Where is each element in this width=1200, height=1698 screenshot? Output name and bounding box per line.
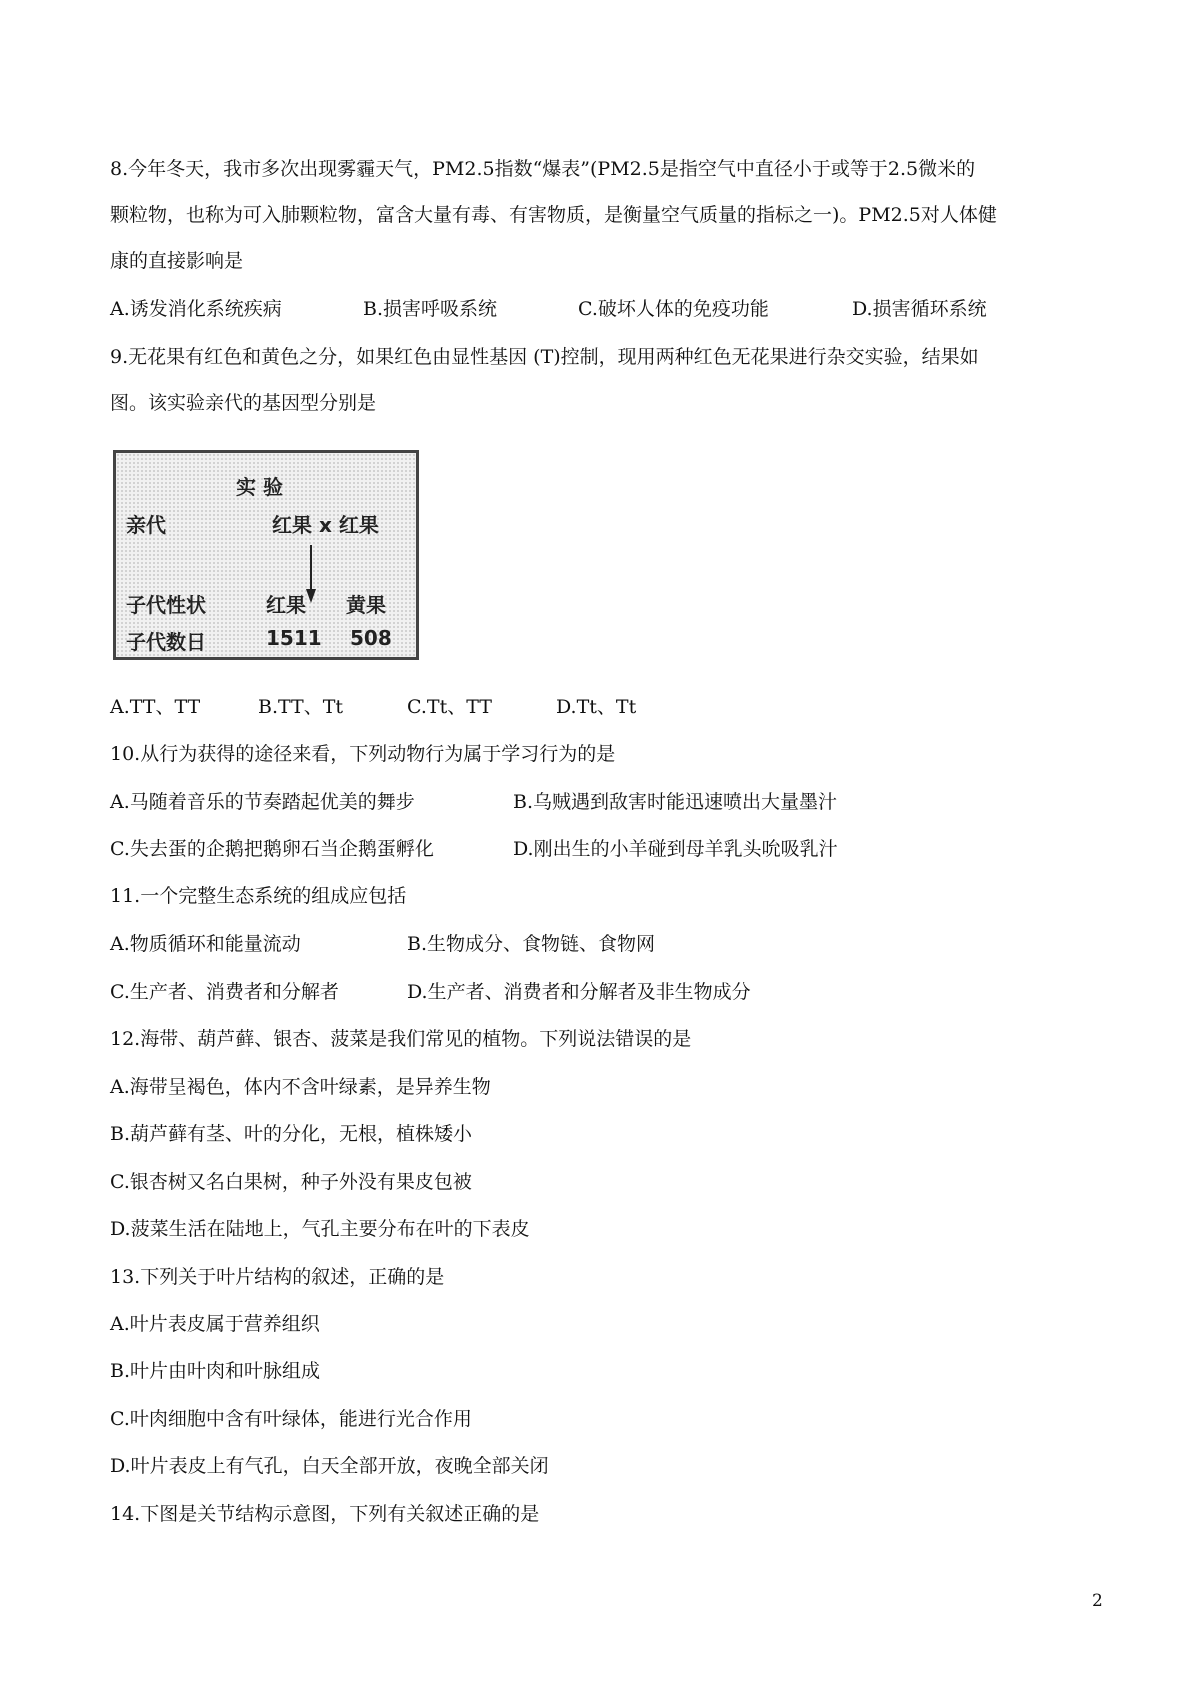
figure-count-yellow: 508 — [350, 626, 392, 650]
q11-option-d: D.生产者、消费者和分解者及非生物成分 — [407, 981, 751, 1003]
q11-option-c: C.生产者、消费者和分解者 — [110, 981, 339, 1003]
q10-stem: 10.从行为获得的途径来看，下列动物行为属于学习行为的是 — [110, 743, 616, 765]
q9-stem-line-1: 9.无花果有红色和黄色之分，如果红色由显性基因 (T)控制，现用两种红色无花果进行杂交实验，结果如 — [110, 346, 979, 368]
q8-stem-line-3: 康的直接影响是 — [110, 250, 244, 272]
q8-option-c: C.破坏人体的免疫功能 — [578, 298, 769, 320]
figure-title: 实 验 — [236, 475, 283, 499]
q9-option-a: A.TT、TT — [110, 696, 201, 718]
q12-option-a: A.海带呈褐色，体内不含叶绿素，是异养生物 — [110, 1076, 491, 1098]
figure-trait-red: 红果 — [266, 593, 306, 617]
q13-option-c: C.叶肉细胞中含有叶绿体，能进行光合作用 — [110, 1408, 472, 1430]
down-arrow-icon — [304, 543, 318, 605]
q9-option-b: B.TT、Tt — [258, 696, 344, 718]
q12-option-c: C.银杏树又名白果树，种子外没有果皮包被 — [110, 1171, 472, 1193]
q9-stem-line-2: 图。该实验亲代的基因型分别是 — [110, 392, 377, 414]
q10-option-a: A.马随着音乐的节奏踏起优美的舞步 — [110, 791, 415, 813]
q14-stem: 14.下图是关节结构示意图，下列有关叙述正确的是 — [110, 1503, 540, 1525]
q13-option-b: B.叶片由叶肉和叶脉组成 — [110, 1360, 321, 1382]
figure-count-red: 1511 — [266, 626, 322, 650]
q8-stem-line-2: 颗粒物，也称为可入肺颗粒物，富含大量有毒、有害物质，是衡量空气质量的指标之一)。PM2.5对人体健 — [110, 204, 997, 226]
q13-option-a: A.叶片表皮属于营养组织 — [110, 1313, 320, 1335]
q12-option-d: D.菠菜生活在陆地上，气孔主要分布在叶的下表皮 — [110, 1218, 530, 1240]
q11-stem: 11.一个完整生态系统的组成应包括 — [110, 885, 407, 907]
q9-option-d: D.Tt、Tt — [556, 696, 637, 718]
q13-stem: 13.下列关于叶片结构的叙述，正确的是 — [110, 1266, 445, 1288]
q11-option-a: A.物质循环和能量流动 — [110, 933, 301, 955]
q12-stem: 12.海带、葫芦藓、银杏、菠菜是我们常见的植物。下列说法错误的是 — [110, 1028, 692, 1050]
q9-option-c: C.Tt、TT — [407, 696, 492, 718]
figure-parent-cross: 红果 x 红果 — [272, 513, 379, 537]
experiment-figure — [113, 450, 419, 660]
figure-parent-label: 亲代 — [126, 513, 166, 537]
figure-trait-label: 子代性状 — [126, 593, 206, 617]
page-number: 2 — [1092, 1591, 1103, 1611]
figure-count-label: 子代数日 — [126, 630, 206, 654]
q10-option-d: D.刚出生的小羊碰到母羊乳头吮吸乳汁 — [513, 838, 838, 860]
q13-option-d: D.叶片表皮上有气孔，白天全部开放，夜晚全部关闭 — [110, 1455, 549, 1477]
figure-trait-yellow: 黄果 — [346, 593, 386, 617]
q8-stem-line-1: 8.今年冬天，我市多次出现雾霾天气，PM2.5指数“爆表”(PM2.5是指空气中直径小于或等于2.5微米的 — [110, 158, 976, 180]
q8-option-a: A.诱发消化系统疾病 — [110, 298, 282, 320]
q10-option-c: C.失去蛋的企鹅把鹅卵石当企鹅蛋孵化 — [110, 838, 434, 860]
q12-option-b: B.葫芦藓有茎、叶的分化，无根，植株矮小 — [110, 1123, 473, 1145]
q10-option-b: B.乌贼遇到敌害时能迅速喷出大量墨汁 — [513, 791, 838, 813]
q8-option-d: D.损害循环系统 — [852, 298, 987, 320]
q8-option-b: B.损害呼吸系统 — [363, 298, 498, 320]
q11-option-b: B.生物成分、食物链、食物网 — [407, 933, 656, 955]
